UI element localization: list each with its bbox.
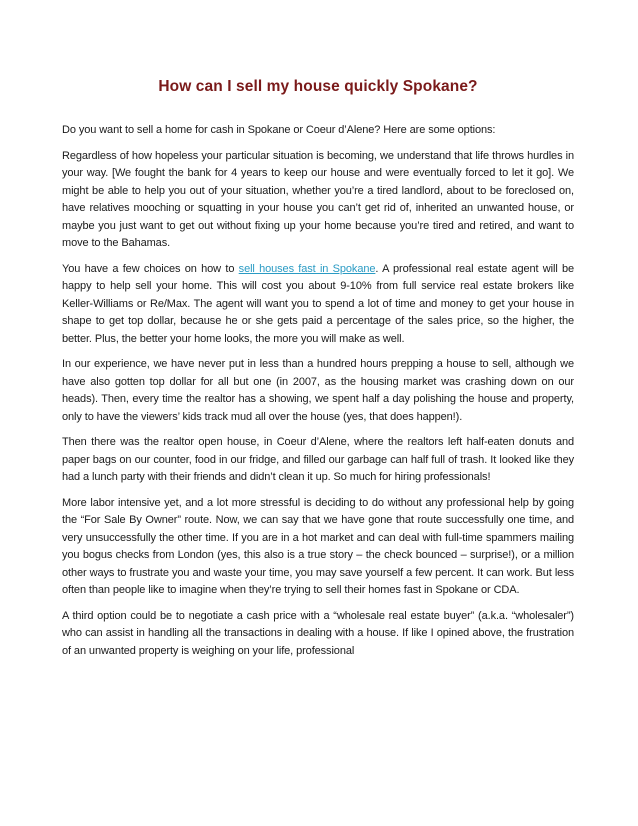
paragraph-open-house: Then there was the realtor open house, in Coeur d’Alene, where the realtors left half-eaten donuts and paper bags on our counter, food in our fridge, and filled our garbage can half full of trash. It looked like they had a lunch party with their friends and didn’t clean it up. So much for hiring professionals!	[62, 436, 574, 483]
paragraph-choices-rest: . A professional real estate agent will be happy to help sell your home. This will cost you about 9-10% from full service real estate brokers like Keller-Williams or Re/Max. The agent will want you to spend a lot of time and money to get your house in shape to get top dollar, because he or she gets paid a percentage of the sales price, so the higher, the better. Plus, the better your home looks, the more you will make as well.	[62, 262, 575, 345]
paragraph-choices	[62, 261, 574, 349]
intro-paragraph: Do you want to sell a home for cash in Spokane or Coeur d’Alene? Here are some options:	[62, 124, 496, 136]
paragraph-experience: In our experience, we have never put in less than a hundred hours prepping a house to sell, although we have also gotten top dollar for all but one (in 2007, as the housing market was crashing down on our heads). Then, every time the realtor has a showing, we spent half a day polishing the house and property, only to have the viewers’ kids track mud all over the house (yes, that does happen!).	[62, 358, 574, 423]
paragraph-fsbo: More labor intensive yet, and a lot more stressful is deciding to do without any professional help by going the “For Sale By Owner” route. Now, we can say that we have gone that route successfully one time, and very unsuccessfully the other time. If you are in a hot market and can deal with full-time spammers mailing you bogus checks from London (yes, this also is a true story – the check bounced – surprise!), or a million other ways to frustrate you and waste your time, you may save yourself a few percent. It can work. But less often than people like to imagine when they’re trying to sell their homes fast in Spokane or CDA.	[62, 496, 574, 596]
sell-houses-fast-link[interactable]: sell houses fast in Spokane	[238, 262, 376, 275]
paragraph-situation: Regardless of how hopeless your particular situation is becoming, we understand that life throws hurdles in your way. [We fought the bank for 4 years to keep our house and were eventually forced to let it go]. We might be able to help you out of your situation, whether you’re a tired landlord, about to be foreclosed on, have relatives mooching or squatting in your house you can’t get rid of, inherited an unwanted house, or maybe you just want to get out without fixing up your home because you’re tired and retired, and want to move to the Bahamas.	[62, 149, 574, 249]
paragraph-choices-lead: You have a few choices on how to	[62, 262, 239, 275]
paragraph-wholesaler: A third option could be to negotiate a cash price with a “wholesale real estate buyer” (a.k.a. “wholesaler”) who can assist in handling all the transactions in dealing with a house. If like I opined above, the frustration of an unwanted property is weighing on your life, professional	[62, 609, 574, 657]
page-title: How can I sell my house quickly Spokane?	[158, 78, 478, 95]
document-page	[62, 78, 574, 668]
